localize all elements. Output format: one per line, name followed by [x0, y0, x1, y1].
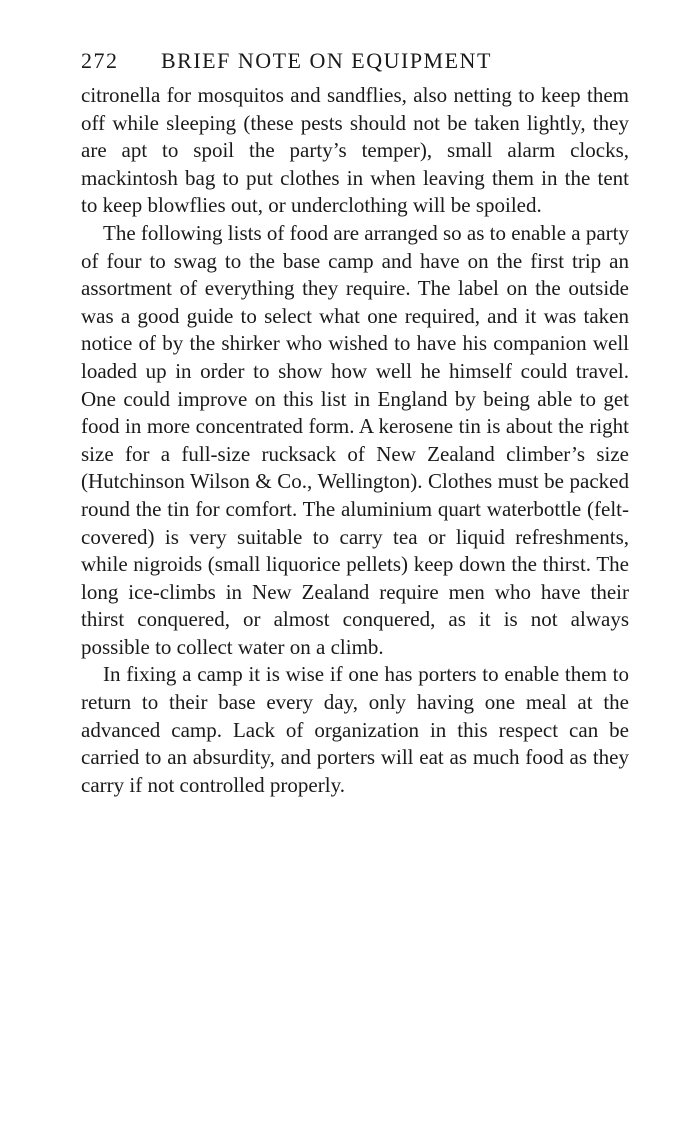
running-title: BRIEF NOTE ON EQUIPMENT	[161, 48, 492, 73]
paragraph-continued: citronella for mosquitos and sandflies, also netting to keep them off while sleeping (these pests should not be taken lightly, they are apt to spoil the party’s temper), small alarm clocks, mackintosh bag to put clothes in when leaving them in the tent to keep blowflies out, or underclothing will be spoiled.	[81, 83, 629, 218]
page-number: 272	[81, 48, 119, 73]
body-text	[81, 82, 629, 799]
book-page	[81, 48, 629, 799]
paragraph-food-lists: The following lists of food are arranged so as to enable a party of four to swag to the base camp and have on the first trip an assortment of everything they require. The label on the outside was a good guide to select what one required, and it was taken notice of by the shirker who wished to have his companion well loaded up in order to show how well he himself could travel. One could improve on this list in England by being able to get food in more concentrated form. A kerosene tin is about the right size for a full-size rucksack of New Zealand climber’s size (Hutchinson Wilson & Co., Wellington). Clothes must be packed round the tin for comfort. The aluminium quart waterbottle (felt-covered) is very suitable to carry tea or liquid refreshments, while nigroids (small liquorice pellets) keep down the thirst. The long ice-climbs in New Zealand require men who have their thirst conquered, or almost conquered, as it is not always possible to collect water on a climb.	[81, 220, 629, 659]
paragraph-camp-porters: In fixing a camp it is wise if one has porters to enable them to return to their base every day, only having one meal at the advanced camp. Lack of organization in this respect can be carried to an absurdity, and porters will eat as much food as they carry if not controlled properly.	[81, 662, 629, 797]
running-head	[81, 48, 629, 78]
